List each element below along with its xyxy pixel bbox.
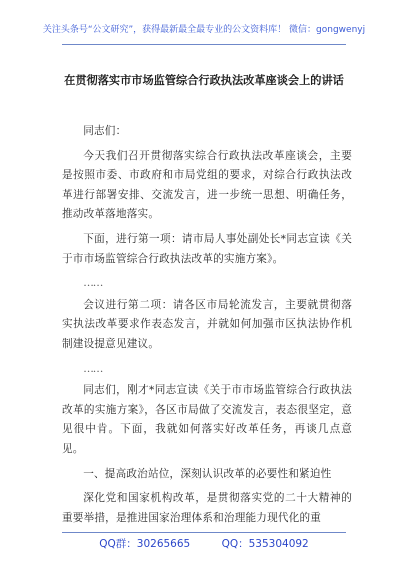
paragraph-item-two: 会议进行第二项：请各区市局轮流发言，主要就贯彻落实执法改革要求作表态发言，并就如何加强市区执法协作机制建设提意见建议。: [62, 298, 352, 350]
footer-qq-number: QQ：535304092: [221, 538, 309, 550]
document-title: 在贯彻落实市市场监管综合行政执法改革座谈会上的讲话: [64, 73, 344, 87]
paragraph-opening: 今天我们召开贯彻落实综合行政执法改革座谈会，主要是按照市委、市政府和市局党组的要求，对综合行政执法改革进行部署安排、交流发言，进一步统一思想、明确任务，推动改革落地落实。: [62, 149, 352, 221]
header-banner: 关注头条号“公文研究”，获得最新最全最专业的公文资料库！ 微信：gongwenyj: [42, 25, 366, 35]
section-heading: 一、提高政治站位，深刻认识改革的必要性和紧迫性: [83, 467, 332, 480]
salutation: 同志们：: [83, 125, 127, 137]
paragraph-transition: 同志们，刚才*同志宣读《关于市市场监管综合行政执法改革的实施方案》，各区市局做了交流发言，表态很坚定，意见很中肯。下面，我就如何落实好改革任务，再谈几点意见。: [62, 384, 352, 455]
ellipsis-separator: ……: [83, 362, 103, 375]
footer-qq-group: QQ群：30265665: [99, 538, 191, 550]
paragraph-section-one: 深化党和国家机构改革，是贯彻落实党的二十大精神的重要举措，是推进国家治理体系和治理能力现代化的重: [62, 492, 352, 524]
document-body: [62, 122, 352, 533]
paragraph-item-one: 下面，进行第一项：请市局人事处副处长*同志宣读《关于市市场监管综合行政执法改革的实施方案》。: [62, 232, 352, 265]
ellipsis-separator: ……: [83, 277, 103, 290]
footer-contact: [0, 536, 408, 551]
header-divider: [62, 44, 346, 45]
footer-divider: [62, 532, 346, 533]
